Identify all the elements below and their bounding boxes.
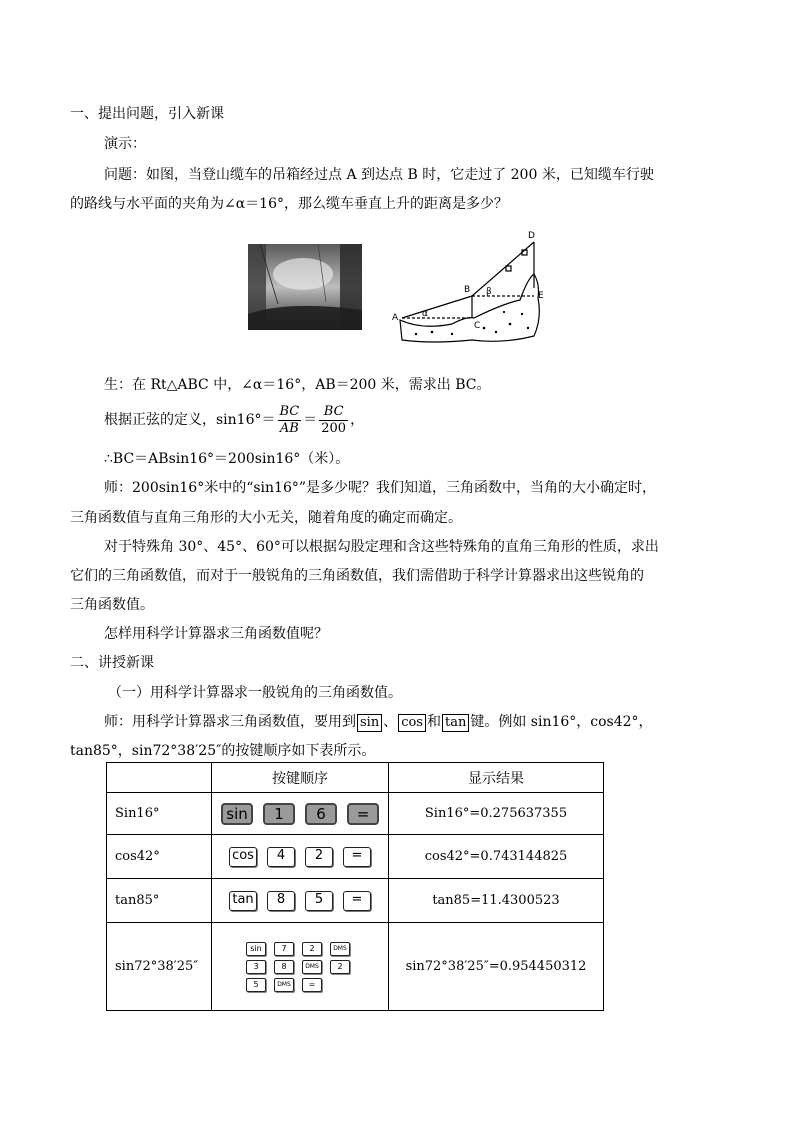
fraction-denominator: 200 — [321, 420, 347, 436]
equals-key: = — [343, 847, 371, 867]
row-label: Sin16° — [107, 793, 212, 835]
equals-key: = — [343, 891, 371, 911]
fraction-bc-ab — [278, 404, 302, 437]
table-header-result: 显示结果 — [389, 763, 604, 793]
table-row — [107, 923, 604, 1011]
label-d: D — [528, 231, 535, 241]
label-e: E — [538, 291, 544, 301]
table-header-keys: 按键顺序 — [212, 763, 389, 793]
equals-key: = — [302, 978, 322, 992]
cos-key: cos — [229, 847, 257, 867]
key-row-1 — [212, 942, 388, 956]
equals-key: = — [347, 803, 379, 825]
cable-car-diagram — [392, 228, 552, 352]
row-result: cos42°=0.743144825 — [389, 835, 604, 879]
solution-line-2 — [104, 400, 364, 440]
sin-key-box: sin — [357, 714, 382, 732]
row-label: sin72°38′25″ — [107, 923, 212, 1011]
cos-key-box: cos — [398, 714, 426, 732]
row-keys — [212, 879, 389, 923]
fraction-denominator: AB — [279, 420, 299, 436]
label-alpha: α — [422, 309, 428, 319]
row-keys — [212, 835, 389, 879]
section2-subheading: （一）用科学计算器求一般锐角的三角函数值。 — [108, 685, 402, 701]
table-row — [107, 835, 604, 879]
cable-car-photo — [248, 244, 362, 330]
table-header-empty — [107, 763, 212, 793]
sin-key: sin — [221, 803, 253, 825]
label-beta: β — [486, 287, 492, 297]
row-label: tan85° — [107, 879, 212, 923]
sin-key: sin — [246, 942, 266, 956]
digit-key: 2 — [330, 960, 350, 974]
teacher-line-5: 三角函数值。 — [70, 597, 154, 613]
intro-line-1 — [104, 712, 653, 732]
digit-key: 7 — [274, 942, 294, 956]
digit-key: 8 — [274, 960, 294, 974]
digit-key: 8 — [267, 891, 295, 911]
key-row-3 — [212, 978, 388, 992]
equals-sign: ＝ — [303, 412, 318, 428]
row-keys — [212, 923, 389, 1011]
label-b: B — [464, 285, 471, 295]
teacher-line-6: 怎样用科学计算器求三角函数值呢？ — [104, 626, 328, 642]
demo-label: 演示： — [104, 136, 146, 152]
section2-heading: 二、讲授新课 — [70, 655, 154, 671]
table-row — [107, 793, 604, 835]
dms-key: DMS — [330, 942, 350, 956]
fraction-numerator: BC — [319, 404, 348, 421]
row-keys — [212, 793, 389, 835]
row-result: sin72°38′25″=0.954450312 — [389, 923, 604, 1011]
solution-line-1: 生：在 Rt△ABC 中，∠α＝16°，AB＝200 米，需求出 BC。 — [104, 377, 491, 393]
solution-line-3: ∴BC＝ABsin16°＝200sin16°（米）。 — [104, 451, 350, 467]
label-c: C — [474, 321, 481, 331]
intro-prefix: 师：用科学计算器求三角函数值，要用到 — [104, 714, 356, 730]
digit-key: 2 — [305, 847, 333, 867]
tan-key-box: tan — [442, 714, 469, 732]
digit-key: 5 — [246, 978, 266, 992]
row-label: cos42° — [107, 835, 212, 879]
dms-key: DMS — [274, 978, 294, 992]
table-header-row — [107, 763, 604, 793]
problem-line-2: 的路线与水平面的夹角为∠α＝16°，那么缆车垂直上升的距离是多少？ — [70, 196, 508, 212]
digit-key: 4 — [267, 847, 295, 867]
fraction-bc-200 — [319, 404, 348, 437]
label-a: A — [392, 313, 399, 323]
teacher-line-4: 它们的三角函数值，而对于一般锐角的三角函数值，我们需借助于科学计算器求出这些锐角的 — [70, 568, 644, 584]
solution-suffix: ， — [350, 412, 365, 428]
tan-key: tan — [229, 891, 257, 911]
digit-key: 3 — [246, 960, 266, 974]
section1-heading: 一、提出问题，引入新课 — [70, 106, 224, 122]
intro-suffix: 键。例如 sin16°，cos42°， — [470, 714, 653, 730]
digit-key: 2 — [302, 942, 322, 956]
digit-key: 1 — [263, 803, 295, 825]
solution-prefix: 根据正弦的定义，sin16°＝ — [104, 412, 276, 428]
intro-line-2: tan85°，sin72°38′25″的按键顺序如下表所示。 — [70, 743, 376, 759]
teacher-line-3: 对于特殊角 30°、45°、60°可以根据勾股定理和含这些特殊角的直角三角形的性质，求出 — [104, 539, 659, 555]
separator: 、 — [383, 714, 398, 730]
and-text: 和 — [426, 714, 441, 730]
row-result: Sin16°=0.275637355 — [389, 793, 604, 835]
digit-key: 6 — [305, 803, 337, 825]
teacher-line-1: 师：200sin16°米中的“sin16°”是多少呢？我们知道，三角函数中，当角的大小确定时， — [104, 480, 657, 496]
teacher-line-2: 三角函数值与直角三角形的大小无关，随着角度的确定而确定。 — [70, 510, 462, 526]
problem-line-1: 问题：如图，当登山缆车的吊箱经过点 A 到达点 B 时，它走过了 200 米，已知缆车行驶 — [104, 167, 654, 183]
key-sequence-table — [106, 762, 604, 1011]
dms-key: DMS — [302, 960, 322, 974]
table-row — [107, 879, 604, 923]
key-row-2 — [212, 960, 388, 974]
row-result: tan85=11.4300523 — [389, 879, 604, 923]
fraction-numerator: BC — [279, 403, 300, 419]
digit-key: 5 — [305, 891, 333, 911]
